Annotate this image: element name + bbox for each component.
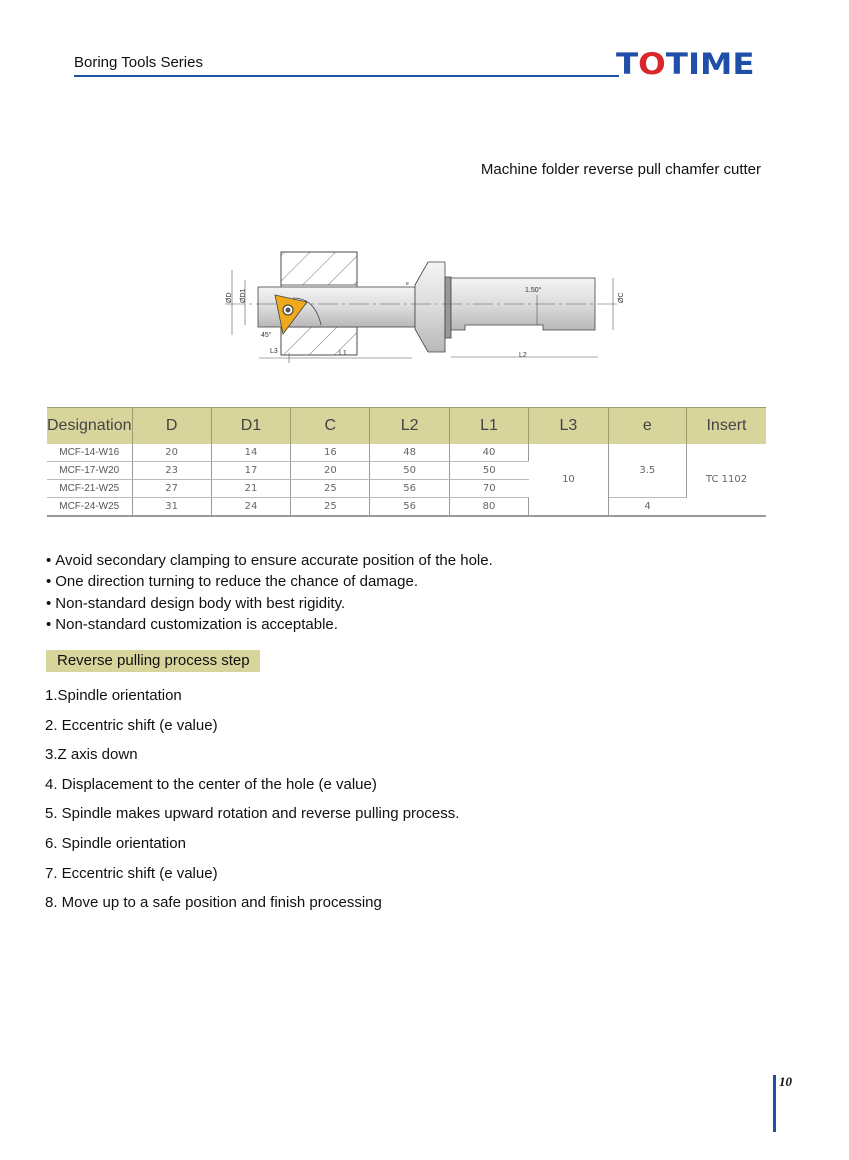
tool-technical-drawing <box>215 245 635 370</box>
insert-merged-cell: TC 1102 <box>686 444 766 516</box>
e-cell: 4 <box>608 498 686 517</box>
e-merged-cell: 3.5 <box>608 444 686 498</box>
table-row: MCF-14-W16 20 14 16 48 40 10 3.5 TC 1102 <box>47 444 766 462</box>
svg-text:L3: L3 <box>270 348 278 355</box>
table-row: MCF-24-W25 31 24 25 56 80 4 <box>47 498 766 517</box>
col-d1: D1 <box>211 408 290 445</box>
series-title: Boring Tools Series <box>74 54 203 71</box>
process-step: 1.Spindle orientation <box>45 687 182 704</box>
process-step: 8. Move up to a safe position and finish processing <box>45 894 382 912</box>
col-e: e <box>608 408 686 445</box>
col-d: D <box>132 408 211 445</box>
svg-text:L2: L2 <box>519 352 527 359</box>
feature-item: • Non-standard design body with best rigidity. <box>46 593 493 614</box>
svg-text:1.50°: 1.50° <box>525 287 542 294</box>
table-row: MCF-17-W20 23 17 20 50 50 <box>47 462 766 480</box>
table-header-row <box>47 408 766 445</box>
page-number-bar <box>773 1075 776 1132</box>
process-step: 7. Eccentric shift (e value) <box>45 864 218 882</box>
l3-merged-cell: 10 <box>529 444 608 516</box>
svg-text:45°: 45° <box>261 332 272 339</box>
table-row: MCF-21-W25 27 21 25 56 70 <box>47 480 766 498</box>
svg-text:ØC: ØC <box>618 292 625 303</box>
svg-text:L1: L1 <box>339 350 347 357</box>
process-section-title: Reverse pulling process step <box>46 650 260 672</box>
feature-item: • Non-standard customization is acceptable. <box>46 614 493 635</box>
feature-item: • Avoid secondary clamping to ensure accurate position of the hole. <box>46 550 493 571</box>
totime-logo: TOTIME <box>616 47 755 81</box>
specifications-table <box>47 407 766 517</box>
process-step: 5. Spindle makes upward rotation and reverse pulling process. <box>45 805 460 823</box>
process-step-list <box>45 681 459 918</box>
page-number: 10 <box>779 1074 792 1089</box>
process-step: 6. Spindle orientation <box>45 834 186 852</box>
col-designation: Designation <box>47 408 132 445</box>
process-step: 4. Displacement to the center of the hole (e value) <box>45 775 377 793</box>
svg-text:ØD1: ØD1 <box>240 288 247 303</box>
header-rule <box>74 75 619 77</box>
svg-text:e: e <box>406 281 409 287</box>
col-c: C <box>291 408 370 445</box>
col-l2: L2 <box>370 408 449 445</box>
col-insert: Insert <box>686 408 766 445</box>
col-l3: L3 <box>529 408 608 445</box>
feature-item: • One direction turning to reduce the chance of damage. <box>46 571 493 592</box>
process-step: 2. Eccentric shift (e value) <box>45 716 218 734</box>
svg-text:ØD: ØD <box>226 292 233 303</box>
product-title: Machine folder reverse pull chamfer cutter <box>480 161 761 178</box>
process-step: 3.Z axis down <box>45 746 138 764</box>
feature-list <box>46 550 493 635</box>
col-l1: L1 <box>449 408 528 445</box>
